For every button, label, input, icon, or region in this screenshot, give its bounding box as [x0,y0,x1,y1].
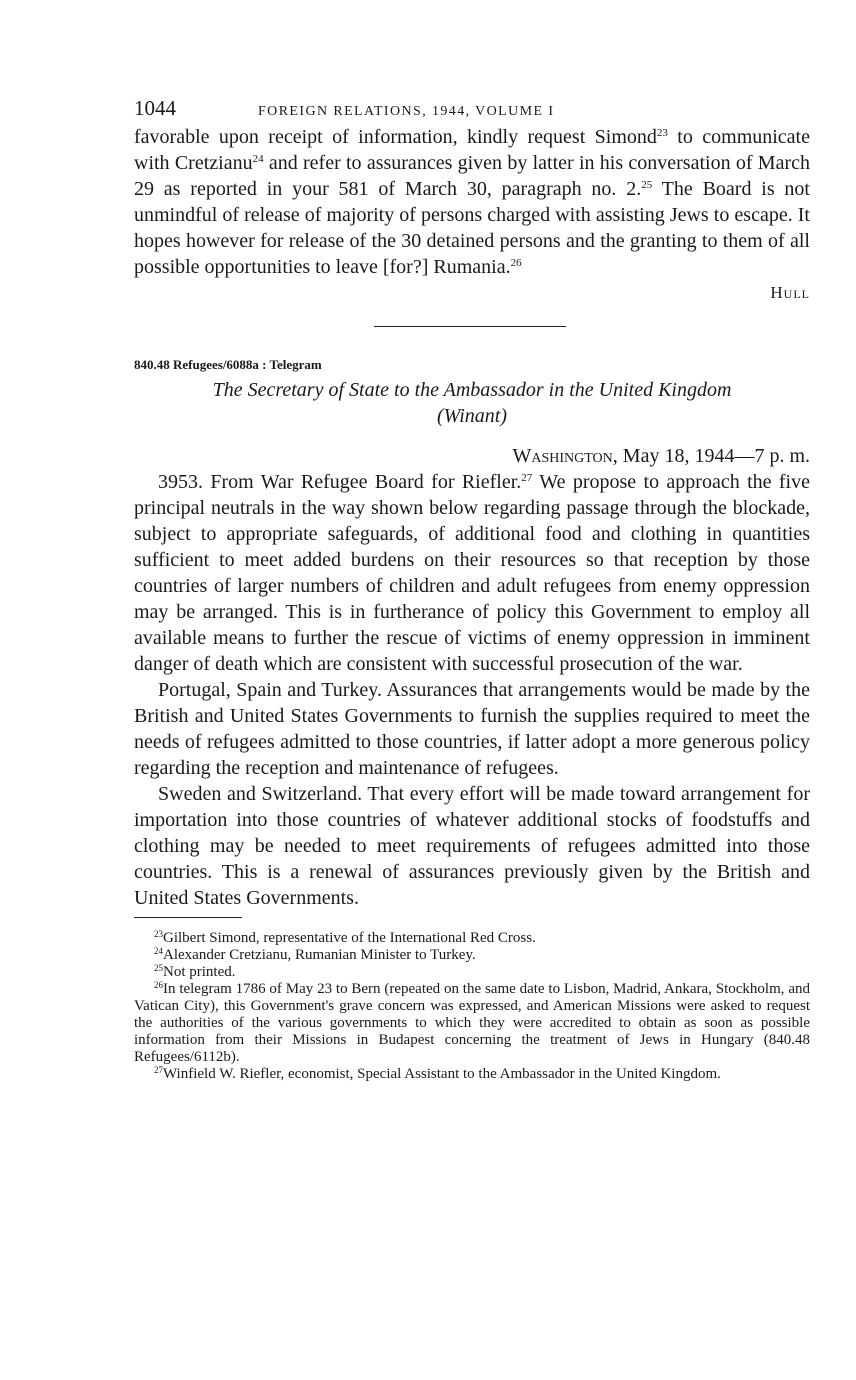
signature: Hull [770,283,810,302]
continuation-paragraph: favorable upon receipt of information, kindly request Simond$^{23}$ to communicate with Cretzianu$^{24}$ and refer to assurances given by latter in his conversation of March 29 as reported in your 581 of March 30, paragraph no. 2.25 The Board is not unmindful of release of majority of persons charged with assisting Jews to escape. It hopes however for release of the 30 detained persons and the granting to them of all possible opportunities to leave [for?] Rumania.$^{26}$ [134,126,810,278]
telegram-paragraph-1: 3953. From War Refugee Board for Riefler.$^{27}$ We propose to approach the five principal neutrals in the way shown below regarding passage through the blockade, subject to appropriate safeguards, of additional food and clothing in quantities sufficient to meet added burdens on their resources so that reception by those countries of larger numbers of children and adult refugees from enemy oppression may be arranged. This is in furtherance of policy this Government to employ all available means to further the rescue of victims of enemy oppression in imminent danger of death which are consistent with successful prosecution of the war. [134,471,810,675]
footnote-divider [134,917,242,918]
footnotes [134,930,810,1083]
footnote-24: $^{24}$Alexander Cretzianu, Rumanian Minister to Turkey. [154,946,476,963]
document-title-line-2: (Winant) [437,405,507,427]
dateline-place: Washington, [512,445,618,467]
telegram-paragraph-3: Sweden and Switzerland. That every effort will be made toward arrangement for importation into those countries of whatever additional stocks of foodstuffs and clothing may be needed to meet requirements of refugees admitted into those countries. This is a renewal of assurances previously given by the British and United States Governments. [134,783,810,909]
telegram-paragraph-2: Portugal, Spain and Turkey. Assurances that arrangements would be made by the British and United States Governments to furnish the supplies required to meet the needs of refugees admitted to those countries, if latter adopt a more generous policy regarding the reception and maintenance of refugees. [134,679,810,779]
dateline [134,443,810,469]
footnote-ref-23: 23 [656,127,668,139]
file-reference: 840.48 Refugees/6088a : Telegram [134,357,322,372]
footnote-23: $^{23}$Gilbert Simond, representative of the International Red Cross. [154,929,536,946]
footnote-ref-27: 27 [521,472,533,484]
section-divider [374,326,566,327]
running-title: FOREIGN RELATIONS, 1944, VOLUME I [258,104,555,119]
telegram-body [134,469,810,911]
footnote-ref-26: 26 [510,257,522,269]
document-title-line-1: The Secretary of State to the Ambassador in the United Kingdom [212,379,732,401]
footnote-25: $^{25}$Not printed. [154,963,236,980]
footnote-ref-25: 25 [641,179,653,191]
footnote-27: $^{27}$Winfield W. Riefler, economist, Special Assistant to the Ambassador in the United Kingdom. [154,1065,721,1082]
dateline-date: May 18, 1944—7 p. m. [617,445,810,467]
footnote-ref-24: 24 [252,153,264,165]
running-head [134,96,810,124]
document-title [134,377,810,429]
continuation-text [134,124,810,280]
page-number: 1044 [134,96,176,120]
document-page [134,96,810,1083]
footnote-26: $^{26}$In telegram 1786 of May 23 to Bern (repeated on the same date to Lisbon, Madrid, Ankara, Stockholm, and Vatican City), this Government's grave concern was expressed, and American Missions were asked to request the authorities of the various governments to which they were accredited to obtain as soon as possible information from their Missions in Budapest concerning the treatment of Jews in Hungary (840.48 Refugees/6112b). [134,980,810,1065]
